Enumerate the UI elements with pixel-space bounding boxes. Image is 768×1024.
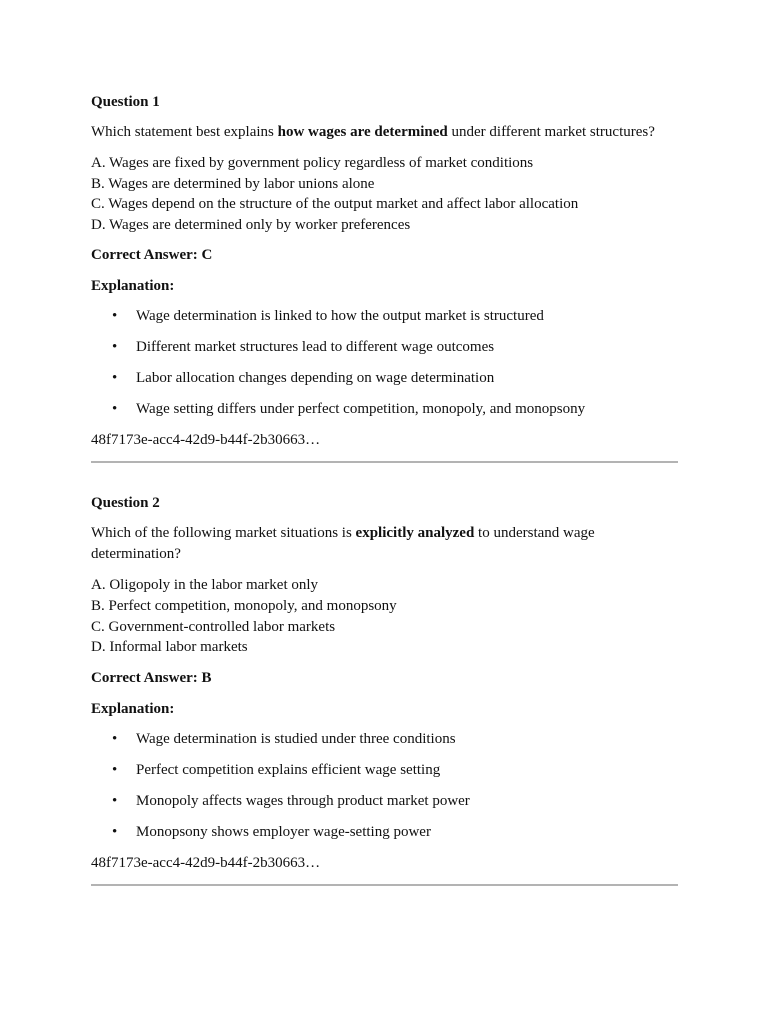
explanation-text: Wage determination is studied under three conditions [136, 730, 456, 747]
question-title: Question 2 [91, 495, 160, 512]
question-text-end: to understand wage determination? [91, 525, 595, 563]
bullet-icon: • [112, 401, 118, 418]
answer-options [91, 153, 678, 235]
explanation-item [91, 822, 678, 842]
explanation-text: Wage determination is linked to how the output market is structured [136, 308, 544, 325]
question-block [91, 493, 678, 885]
correct-answer: Correct Answer: C [91, 247, 213, 264]
answer-option: B. Wages are determined by labor unions alone [91, 175, 375, 192]
explanation-text: Perfect competition explains efficient wage setting [136, 761, 441, 778]
explanation-item [91, 368, 678, 388]
bullet-icon: • [112, 370, 118, 387]
question-text [91, 523, 678, 565]
section-divider [91, 461, 678, 463]
explanation-label: Explanation: [91, 700, 175, 717]
bullet-icon: • [112, 339, 118, 356]
question-text-start: Which statement best explains [91, 124, 278, 140]
answer-option: D. Wages are determined only by worker preferences [91, 216, 411, 233]
question-text-start: Which of the following market situations is [91, 525, 356, 542]
answer-option: A. Oligopoly in the labor market only [91, 577, 319, 594]
question-text [91, 122, 678, 143]
answer-option: A. Wages are fixed by government policy regardless of market conditions [91, 155, 534, 171]
explanation-text: Different market structures lead to different wage outcomes [136, 339, 495, 356]
explanation-item [91, 760, 678, 780]
answer-options [91, 575, 678, 657]
answer-option: D. Informal labor markets [91, 639, 248, 656]
bullet-icon: • [112, 792, 118, 809]
section-divider [91, 884, 678, 886]
reference-id: 48f7173e-acc4-42d9-b44f-2b30663… [91, 432, 321, 449]
document-page [91, 92, 678, 916]
answer-option: C. Wages depend on the structure of the output market and affect labor allocation [91, 196, 579, 213]
explanation-text: Monopsony shows employer wage-setting power [136, 823, 431, 840]
explanation-item [91, 729, 678, 749]
explanation-text: Labor allocation changes depending on wage determination [136, 370, 495, 387]
explanation-item [91, 337, 678, 357]
question-title: Question 1 [91, 94, 160, 110]
question-text-end: under different market structures? [447, 124, 655, 140]
explanation-item [91, 306, 678, 326]
answer-option: B. Perfect competition, monopoly, and monopsony [91, 597, 397, 614]
bullet-icon: • [112, 308, 118, 325]
bullet-icon: • [112, 761, 118, 778]
explanation-item [91, 791, 678, 811]
explanation-item [91, 399, 678, 419]
answer-option: C. Government-controlled labor markets [91, 618, 336, 635]
question-block [91, 92, 678, 463]
bullet-icon: • [112, 823, 118, 840]
reference-id: 48f7173e-acc4-42d9-b44f-2b30663… [91, 854, 321, 871]
question-text-emphasis: explicitly analyzed [355, 525, 475, 542]
bullet-icon: • [112, 730, 118, 747]
correct-answer: Correct Answer: B [91, 669, 212, 686]
explanation-list [91, 729, 678, 842]
explanation-list [91, 306, 678, 419]
explanation-text: Monopoly affects wages through product market power [136, 792, 470, 809]
explanation-label: Explanation: [91, 278, 175, 295]
question-text-emphasis: how wages are determined [277, 124, 448, 140]
explanation-text: Wage setting differs under perfect competition, monopoly, and monopsony [136, 401, 586, 418]
